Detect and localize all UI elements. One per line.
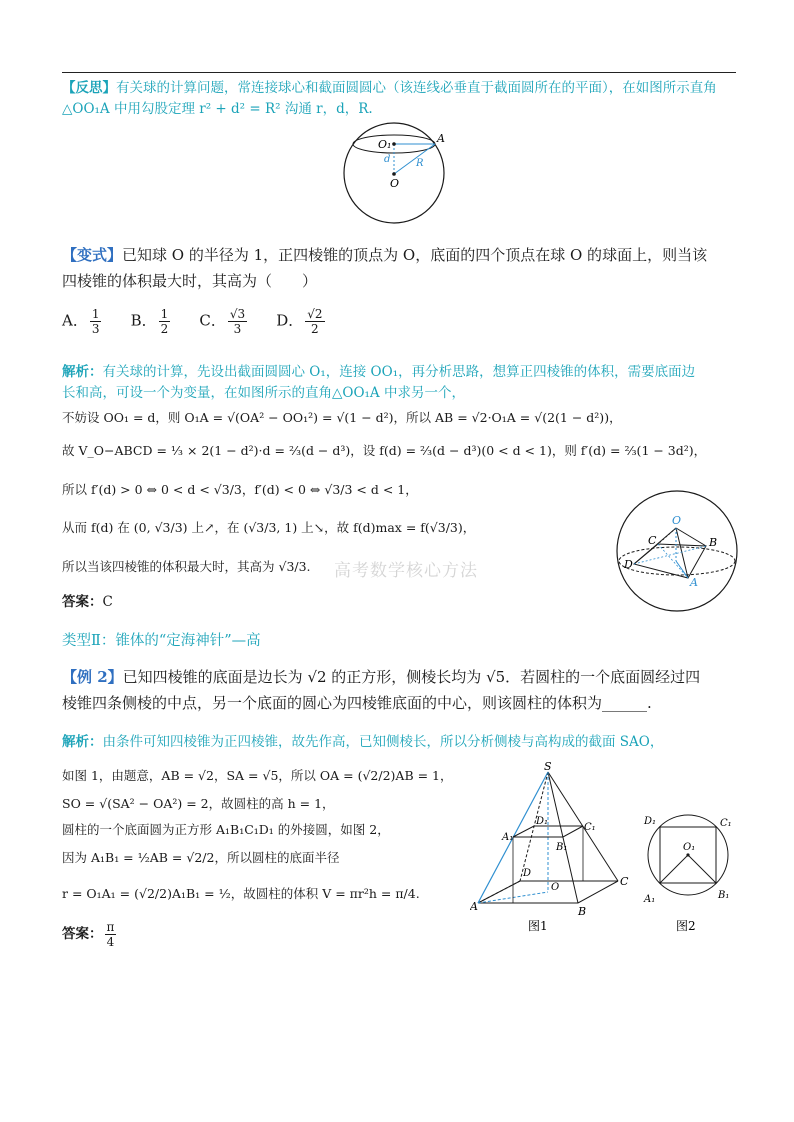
edge-OB (676, 528, 706, 546)
option-b-num: 1 (160, 307, 169, 321)
label-C1-sq: C₁ (720, 818, 732, 829)
label-B1: B₁ (556, 842, 568, 853)
reflection-line-2: △OO₁A 中用勾股定理 r² + d² = R² 沟通 r，d，R. (62, 101, 373, 117)
radius-R-line (394, 144, 435, 174)
solution-2-head: 解析： (62, 734, 103, 750)
variant-block (62, 242, 742, 294)
option-d-label: D． (276, 311, 304, 330)
label-d: d (384, 154, 391, 165)
solution-2-answer-label: 答案： (62, 926, 103, 942)
label-C1: C₁ (584, 822, 596, 833)
label-R: R (416, 158, 424, 169)
option-c-den: 3 (233, 322, 242, 336)
option-c[interactable] (199, 307, 249, 336)
label-A1: A₁ (502, 832, 514, 843)
variant-tag: 【变式】 (62, 246, 123, 264)
label-D: D (523, 868, 532, 879)
center-O1-dot (392, 142, 396, 146)
label-O1: O₁ (378, 138, 392, 151)
solution-2-line-1: 如图 1，由题意，AB = √2，SA = √5，所以 OA = (√2/2)AB = 1， (62, 768, 453, 783)
solution-2-line-5: r = O₁A₁ = (√2/2)A₁B₁ = ½，故圆柱的体积 V = πr²h = π/4. (62, 886, 420, 901)
option-c-num: √3 (229, 307, 246, 321)
figure-2-caption: 图2 (676, 919, 696, 933)
option-b-label: B． (130, 311, 157, 330)
reflection-block (62, 78, 742, 120)
watermark: 高考数学核心方法 (334, 561, 478, 581)
example-2-block (62, 664, 742, 716)
solution-2-intro (62, 732, 742, 753)
radius-O1B1 (688, 855, 716, 883)
solution-2-line-3: 圆柱的一个底面圆为正方形 A₁B₁C₁D₁ 的外接圆，如图 2， (62, 822, 390, 837)
label-B-2: B (709, 536, 718, 549)
pyramid-base (634, 544, 706, 578)
solution-1-intro-text-1: 有关球的计算，先设出截面圆圆心 O₁，连接 OO₁，再分析思路，想算正四棱锥的体积，需要底面边 (102, 364, 696, 380)
option-c-label: C． (199, 311, 226, 330)
option-d-num: √2 (307, 307, 323, 321)
pyramid-figure (470, 760, 640, 935)
example-2-line-2: 棱锥四条侧棱的中点，另一个底面的圆心为四棱锥底面的中心，则该圆柱的体积为______. (62, 694, 652, 712)
solution-1-answer-value: C (102, 594, 113, 610)
label-A-2: A (690, 576, 698, 589)
reflection-tag: 【反思】 (62, 80, 116, 96)
solution-1-line-5: 所以当该四棱锥的体积最大时，其高为 √3/3. (62, 559, 311, 574)
reflection-text-1: 有关球的计算问题，常连接球心和截面圆圆心（该连线必垂直于截面圆所在的平面），在如图所示直角 (116, 80, 717, 96)
radius-O1A1 (660, 855, 688, 883)
solution-1 (62, 362, 752, 404)
label-O: O (390, 177, 400, 190)
variant-line-1 (62, 242, 742, 268)
option-a[interactable] (62, 307, 103, 336)
option-b[interactable] (131, 307, 173, 336)
solution-1-answer (62, 592, 113, 613)
solution-1-intro-2: 长和高，可设一个为变量，在如图所示的直角△OO₁A 中求另一个， (62, 385, 465, 401)
solution-1-line-4: 从而 f(d) 在 (0, √3/3) 上↗，在 (√3/3, 1) 上↘，故 f(d)max = f(√3/3)， (62, 520, 476, 535)
label-O-pyr: O (551, 882, 560, 893)
reflection-line-1 (62, 78, 742, 99)
solution-2-line-4: 因为 A₁B₁ = ½AB = √2/2，所以圆柱的底面半径 (62, 850, 340, 865)
label-B1-sq: B₁ (718, 890, 730, 901)
sphere-figure-1 (340, 118, 450, 228)
solution-1-answer-label: 答案： (62, 594, 103, 610)
solution-1-line-2: 故 V_O−ABCD = ⅓ × 2(1 − d²)·d = ⅔(d − d³)，设 f(d) = ⅔(d − d³)(0 < d < 1)，则 f′(d) = ⅔(1 − 3d²)， (62, 443, 707, 458)
option-a-den: 3 (91, 322, 100, 336)
option-b-den: 2 (160, 322, 169, 336)
option-d[interactable] (276, 307, 326, 336)
label-D1-sq: D₁ (644, 816, 657, 827)
variant-text-1: 已知球 O 的半径为 1，正四棱锥的顶点为 O，底面的四个顶点在球 O 的球面上，则当该 (122, 246, 708, 264)
label-C-2: C (648, 534, 657, 547)
label-B: B (578, 905, 587, 918)
solution-2-line-2: SO = √(SA² − OA²) = 2，故圆柱的高 h = 1， (62, 796, 335, 811)
solution-2-intro-text: 由条件可知四棱锥为正四棱锥，故先作高，已知侧棱长，所以分析侧棱与高构成的截面 SAO， (102, 734, 664, 750)
solution-2-answer-den: 4 (106, 935, 115, 949)
label-A: A (470, 900, 478, 913)
label-S: S (544, 760, 552, 773)
solution-1-head: 解析： (62, 364, 103, 380)
section-ellipse-2 (619, 547, 735, 575)
option-a-num: 1 (91, 307, 100, 321)
figure-1-caption: 图1 (528, 919, 548, 933)
variant-options (62, 307, 349, 336)
center-O-dot (392, 172, 396, 176)
option-d-den: 2 (311, 322, 319, 336)
sphere-figure-2 (614, 488, 740, 614)
option-a-label: A． (62, 311, 88, 330)
example-2-text-1: 已知四棱锥的底面是边长为 √2 的正方形，侧棱长均为 √5．若圆柱的一个底面圆经过四 (122, 668, 701, 686)
example-2-line-1 (62, 664, 742, 690)
label-A1-sq: A₁ (644, 894, 656, 905)
solution-2-answer (62, 920, 118, 949)
variant-line-2: 四棱锥的体积最大时，其高为（ ） (62, 272, 318, 290)
label-O-2: O (672, 514, 682, 527)
solution-1-line-1: 不妨设 OO₁ = d，则 O₁A = √(OA² − OO₁²) = √(1 − d²)，所以 AB = √2·O₁A = √(2(1 − d²))， (62, 410, 622, 425)
label-A: A (437, 132, 445, 145)
header-rule (62, 72, 736, 73)
square-figure (642, 810, 742, 935)
center-O1 (686, 853, 689, 856)
solution-2-answer-num: π (106, 920, 115, 934)
section-title: 类型Ⅱ：锥体的“定海神针”—高 (62, 633, 261, 649)
solution-1-intro-1 (62, 362, 752, 383)
label-D1: D₁ (536, 816, 549, 827)
label-C: C (620, 875, 629, 888)
solution-1-line-3: 所以 f′(d) > 0 ⇔ 0 < d < √3/3，f′(d) < 0 ⇔ √3/3 < d < 1， (62, 482, 418, 497)
example-2-tag: 【例 2】 (62, 668, 123, 686)
label-O1-sq: O₁ (683, 842, 696, 853)
label-D-2: D (624, 558, 633, 571)
